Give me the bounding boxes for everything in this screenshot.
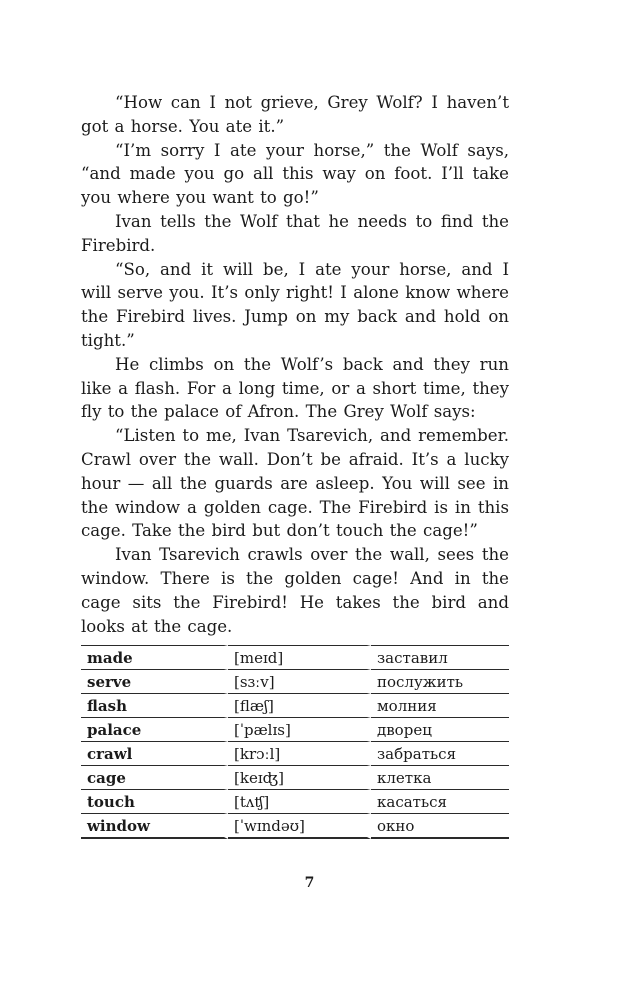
- paragraph: “Listen to me, Ivan Tsarevich, and remember. Crawl over the wall. Don’t be afraid. It’s a lucky hour — all the guards are asleep. You will see in the window a golden cage. The Firebird is in this cage. Take the bird but don’t touch the cage!”: [81, 426, 509, 541]
- vocabulary-row: [81, 790, 509, 814]
- paragraph: Ivan tells the Wolf that he needs to find the Firebird.: [81, 211, 509, 255]
- vocabulary-row: [81, 766, 509, 790]
- vocabulary-translation: молния: [371, 694, 509, 718]
- vocabulary-transcription: [krɔːl]: [228, 742, 371, 766]
- vocabulary-transcription: [ˈpælɪs]: [228, 718, 371, 742]
- paragraph: Ivan Tsarevich crawls over the wall, sees the window. There is the golden cage! And in the cage sits the Firebird! He takes the bird and looks at the cage.: [81, 545, 509, 636]
- paragraph: He climbs on the Wolf’s back and they run like a flash. For a long time, or a short time, they fly to the palace of Afron. The Grey Wolf says:: [81, 354, 509, 422]
- page-number: 7: [304, 875, 315, 891]
- vocabulary-word: serve: [81, 670, 228, 694]
- vocabulary-row: [81, 718, 509, 742]
- vocabulary-row: [81, 694, 509, 718]
- vocabulary-translation: послужить: [371, 670, 509, 694]
- vocabulary-table: [81, 645, 509, 839]
- story-text: [81, 91, 509, 638]
- vocabulary-translation: забраться: [371, 742, 509, 766]
- vocabulary-row: [81, 742, 509, 766]
- vocabulary-transcription: [ˈwɪndəʊ]: [228, 814, 371, 839]
- vocabulary-word: cage: [81, 766, 228, 790]
- vocabulary-translation: клетка: [371, 766, 509, 790]
- vocabulary-transcription: [meɪd]: [228, 645, 371, 670]
- vocabulary-transcription: [flæʃ]: [228, 694, 371, 718]
- paragraph: “I’m sorry I ate your horse,” the Wolf says, “and made you go all this way on foot. I’ll take you where you want to go!”: [81, 140, 509, 208]
- vocabulary-word: made: [81, 645, 228, 670]
- vocabulary-translation: окно: [371, 814, 509, 839]
- vocabulary-word: touch: [81, 790, 228, 814]
- vocabulary-translation: дворец: [371, 718, 509, 742]
- vocabulary-row: [81, 814, 509, 839]
- vocabulary-word: flash: [81, 694, 228, 718]
- vocabulary-transcription: [tʌʧ]: [228, 790, 371, 814]
- vocabulary-translation: заставил: [371, 645, 509, 670]
- vocabulary-row: [81, 670, 509, 694]
- paragraph: “How can I not grieve, Grey Wolf? I haven’t got a horse. You ate it.”: [81, 93, 509, 136]
- vocabulary-word: palace: [81, 718, 228, 742]
- vocabulary-row: [81, 645, 509, 670]
- paragraph: “So, and it will be, I ate your horse, and I will serve you. It’s only right! I alone know where the Firebird lives. Jump on my back and hold on tight.”: [81, 259, 509, 350]
- vocabulary-transcription: [sɜːv]: [228, 670, 371, 694]
- vocabulary-word: window: [81, 814, 228, 839]
- vocabulary-transcription: [keɪʤ]: [228, 766, 371, 790]
- vocabulary-word: crawl: [81, 742, 228, 766]
- vocabulary-translation: касаться: [371, 790, 509, 814]
